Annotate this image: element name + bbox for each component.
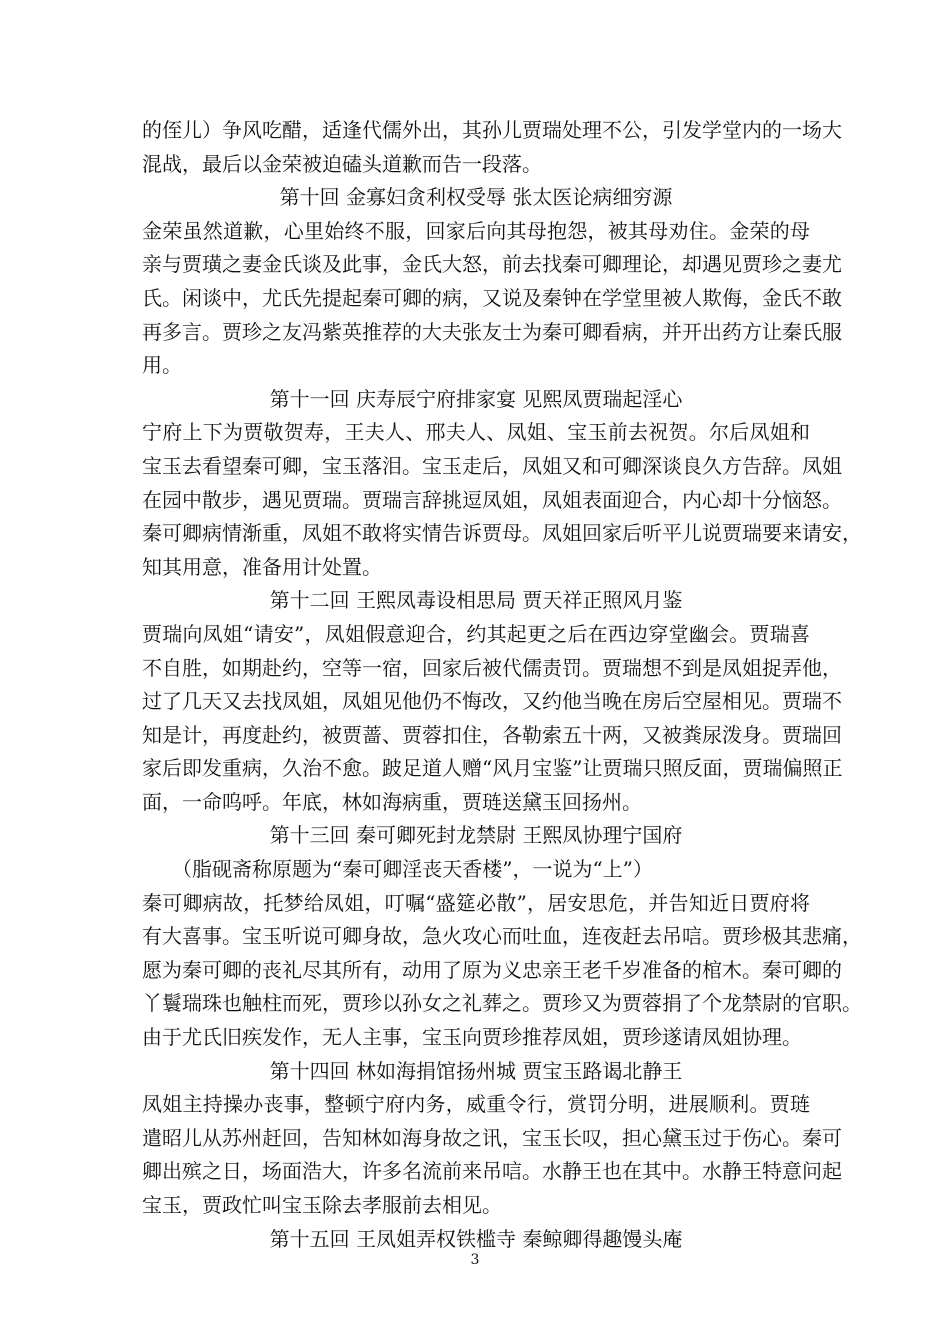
text-line: 宝玉，贾政忙叫宝玉除去孝服前去相见。 — [142, 1193, 502, 1217]
document-body — [142, 114, 862, 1256]
text-line: 用。 — [142, 353, 182, 378]
text-line: 遣昭儿从苏州赶回，告知林如海身故之讯，宝玉长叹，担心黛玉过于伤心。秦可 — [142, 1125, 842, 1150]
text-line: 混战，最后以金荣被迫磕头道歉而告一段落。 — [142, 151, 542, 176]
chapter-heading: 第十回 金寡妇贪利权受辱 张太医论病细穷源 — [279, 185, 673, 210]
text-line: 愿为秦可卿的丧礼尽其所有，动用了原为义忠亲王老千岁准备的棺木。秦可卿的 — [142, 957, 842, 982]
text-line: 秦可卿病情渐重，凤姐不敢将实情告诉贾母。凤姐回家后听平儿说贾瑞要来请安， — [142, 521, 862, 546]
text-line: 亲与贾璜之妻金氏谈及此事，金氏大怒，前去找秦可卿理论，却遇见贾珍之妻尤 — [142, 252, 842, 277]
text-line: 宝玉去看望秦可卿，宝玉落泪。宝玉走后，凤姐又和可卿深谈良久方告辞。凤姐 — [142, 453, 842, 478]
text-line: 氏。闲谈中，尤氏先提起秦可卿的病，又说及秦钟在学堂里被人欺侮，金氏不敢 — [142, 285, 842, 310]
text-line: 有大喜事。宝玉听说可卿身故，急火攻心而吐血，连夜赶去吊唁。贾珍极其悲痛， — [142, 924, 862, 949]
text-line: 秦可卿病故，托梦给凤姐，叮嘱“盛筵必散”，居安思危，并告知近日贾府将 — [142, 890, 810, 915]
text-line: 卿出殡之日，场面浩大，许多名流前来吊唁。水静王也在其中。水静王特意问起 — [142, 1159, 842, 1184]
text-line: 的侄儿）争风吃醋，适逢代儒外出，其孙儿贾瑞处理不公，引发学堂内的一场大 — [142, 118, 842, 142]
text-line: 再多言。贾珍之友冯紫英推荐的大夫张友士为秦可卿看病，并开出药方让秦氏服 — [142, 319, 842, 344]
chapter-heading: 第十五回 王凤姐弄权铁槛寺 秦鲸卿得趣馒头庵 — [269, 1226, 683, 1251]
note-line: （脂砚斋称原题为“秦可卿淫丧天香楼”，一说为“上”） — [172, 857, 653, 882]
text-line: 金荣虽然道歉，心里始终不服，回家后向其母抱怨，被其母劝住。金荣的母 — [142, 218, 810, 243]
chapter-heading: 第十三回 秦可卿死封龙禁尉 王熙凤协理宁国府 — [269, 823, 683, 848]
chapter-heading: 第十二回 王熙凤毒设相思局 贾天祥正照风月鉴 — [269, 588, 683, 613]
text-line: 凤姐主持操办丧事，整顿宁府内务，威重令行，赏罚分明，进展顺利。贾琏 — [142, 1092, 810, 1117]
text-line: 在园中散步，遇见贾瑞。贾瑞言辞挑逗凤姐，凤姐表面迎合，内心却十分恼怒。 — [142, 487, 842, 512]
chapter-heading: 第十四回 林如海捐馆扬州城 贾宝玉路谒北静王 — [269, 1058, 683, 1083]
text-line: 不自胜，如期赴约，空等一宿，回家后被代儒责罚。贾瑞想不到是凤姐捉弄他， — [142, 655, 842, 680]
text-line: 知是计，再度赴约，被贾蔷、贾蓉扣住，各勒索五十两，又被粪尿泼身。贾瑞回 — [142, 722, 842, 747]
chapter-heading: 第十一回 庆寿辰宁府排家宴 见熙凤贾瑞起淫心 — [269, 386, 683, 411]
text-line: 由于尤氏旧疾发作，无人主事，宝玉向贾珍推荐凤姐，贾珍遂请凤姐协理。 — [142, 1025, 802, 1050]
text-line: 丫鬟瑞珠也触柱而死，贾珍以孙女之礼葬之。贾珍又为贾蓉捐了个龙禁尉的官职。 — [142, 991, 862, 1016]
text-line: 宁府上下为贾敬贺寿，王夫人、邢夫人、凤姐、宝玉前去祝贺。尔后凤姐和 — [142, 420, 810, 445]
text-line: 家后即发重病，久治不愈。跛足道人赠“风月宝鉴”让贾瑞只照反面，贾瑞偏照正 — [142, 756, 843, 781]
text-line: 知其用意，准备用计处置。 — [142, 554, 382, 579]
page-number: 3 — [470, 1252, 480, 1268]
text-line: 面，一命呜呼。年底，林如海病重，贾琏送黛玉回扬州。 — [142, 789, 642, 814]
text-line: 过了几天又去找凤姐，凤姐见他仍不悔改，又约他当晚在房后空屋相见。贾瑞不 — [142, 689, 842, 714]
text-line: 贾瑞向凤姐“请安”，凤姐假意迎合，约其起更之后在西边穿堂幽会。贾瑞喜 — [142, 621, 810, 646]
